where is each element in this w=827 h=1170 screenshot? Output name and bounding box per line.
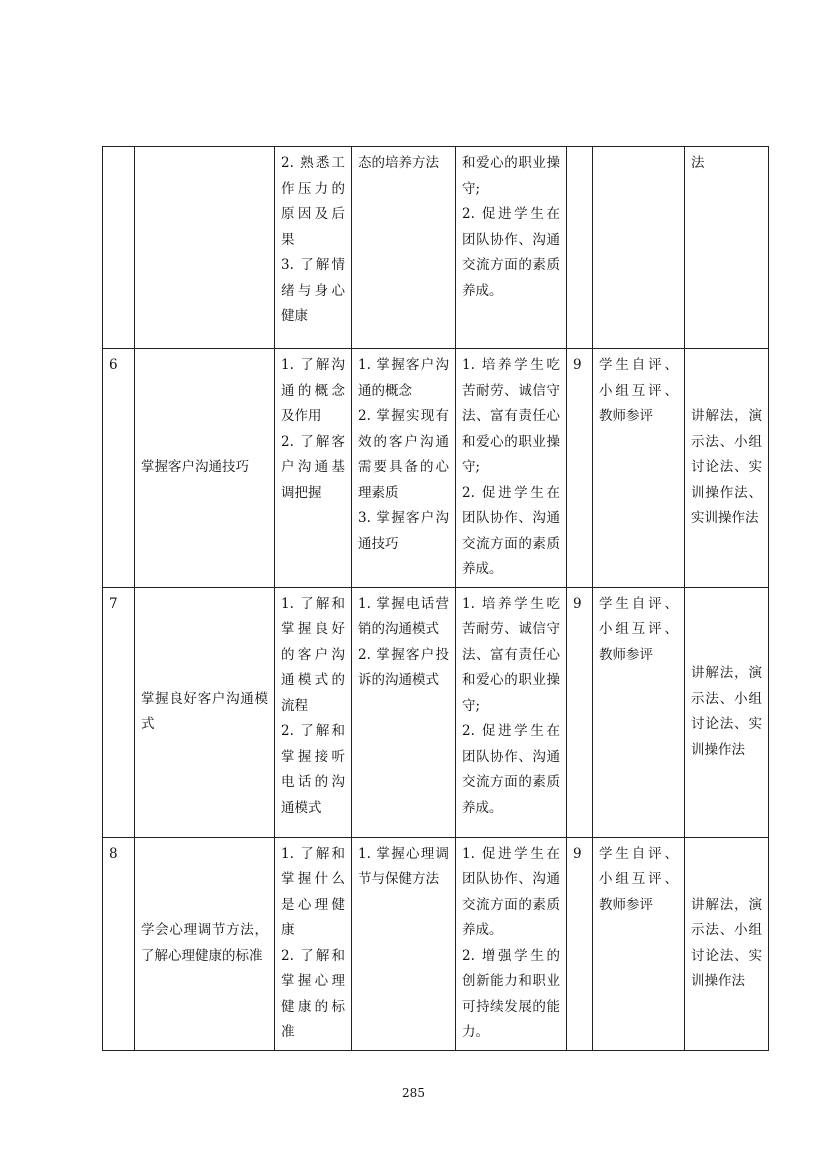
cell-no: 8 [103,837,135,1050]
cell-assessment: 学生自评、小组互评、教师参评 [593,349,685,588]
cell-method: 讲解法，演示法、小组讨论法、实训操作法、实训操作法 [685,349,769,588]
cell-goal: 掌握客户沟通技巧 [135,349,275,588]
cell-skill: 态的培养方法 [352,147,456,349]
cell-skill: 1. 掌握客户沟通的概念 2. 掌握实现有效的客户沟通需要具备的心理素质 3. 掌握客户沟通技巧 [352,349,456,588]
cell-goal: 学会心理调节方法，了解心理健康的标准 [135,837,275,1050]
cell-quality: 1. 促进学生在团队协作、沟通交流方面的素质养成。 2. 增强学生的创新能力和职业可持续发展的能力。 [456,837,567,1050]
cell-knowledge: 2. 熟悉工作压力的原因及后果 3. 了解情绪与身心健康 [275,147,352,349]
cell-quality: 1. 培养学生吃苦耐劳、诚信守法、富有责任心和爱心的职业操守; 2. 促进学生在团队协作、沟通交流方面的素质养成。 [456,587,567,837]
cell-goal [135,147,275,349]
cell-goal: 掌握良好客户沟通模式 [135,587,275,837]
cell-hours [567,147,593,349]
cell-skill: 1. 掌握心理调节与保健方法 [352,837,456,1050]
cell-no [103,147,135,349]
cell-assessment [593,147,685,349]
cell-hours: 9 [567,837,593,1050]
cell-skill: 1. 掌握电话营销的沟通模式 2. 掌握客户投诉的沟通模式 [352,587,456,837]
table-row [103,147,769,349]
cell-no: 6 [103,349,135,588]
cell-no: 7 [103,587,135,837]
cell-method: 讲解法，演示法、小组讨论法、实训操作法 [685,587,769,837]
cell-method: 讲解法，演示法、小组讨论法、实训操作法 [685,837,769,1050]
cell-assessment: 学生自评、小组互评、教师参评 [593,587,685,837]
cell-hours: 9 [567,349,593,588]
cell-quality: 和爱心的职业操守; 2. 促进学生在团队协作、沟通交流方面的素质养成。 [456,147,567,349]
cell-method: 法 [685,147,769,349]
table-row [103,837,769,1050]
page-number: 285 [402,1086,425,1100]
cell-knowledge: 1. 了解和掌握什么是心理健康 2. 了解和掌握心理健康的标准 [275,837,352,1050]
cell-knowledge: 1. 了解和掌握良好的客户沟通模式的流程 2. 了解和掌握接听电话的沟通模式 [275,587,352,837]
table-row [103,587,769,837]
cell-knowledge: 1. 了解沟通的概念及作用 2. 了解客户沟通基调把握 [275,349,352,588]
cell-quality: 1. 培养学生吃苦耐劳、诚信守法、富有责任心和爱心的职业操守; 2. 促进学生在团队协作、沟通交流方面的素质养成。 [456,349,567,588]
table-row [103,349,769,588]
cell-hours: 9 [567,587,593,837]
cell-assessment: 学生自评、小组互评、教师参评 [593,837,685,1050]
course-content-table [102,146,769,1051]
